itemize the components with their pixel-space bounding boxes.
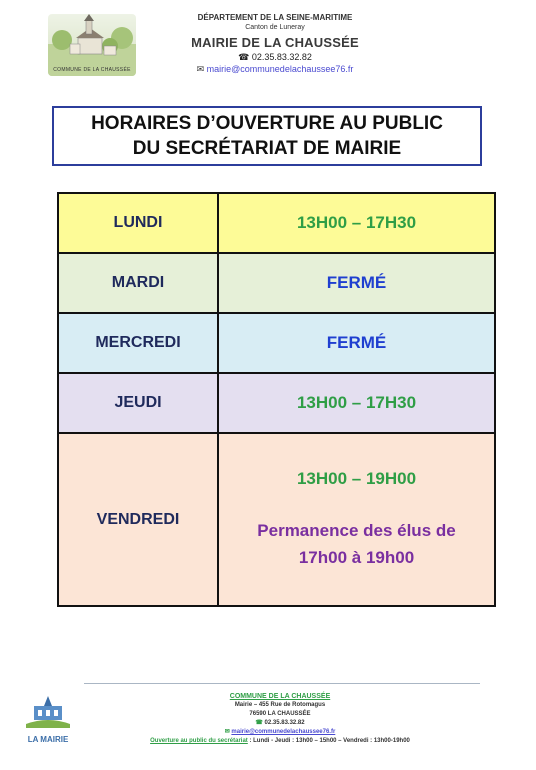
commune-logo [48, 14, 136, 76]
day-cell: VENDREDI [58, 433, 218, 606]
table-row-monday [58, 193, 495, 253]
canton-name: Canton de Luneray [245, 24, 305, 31]
elected-officials-note [220, 517, 493, 571]
header-phone-number: 02.35.83.32.82 [251, 52, 312, 62]
title-line-1: HORAIRES D’OUVERTURE AU PUBLIC [91, 113, 443, 134]
hours-cell: FERMÉ [218, 313, 495, 373]
department-name: DÉPARTEMENT DE LA SEINE-MARITIME [197, 13, 353, 22]
hours-cell [218, 433, 495, 606]
footer-hours [100, 737, 460, 746]
table-row-friday [58, 433, 495, 606]
letterhead [140, 13, 410, 76]
hours-cell: 13H00 – 17H30 [218, 373, 495, 433]
title-line-2: DU SECRÉTARIAT DE MAIRIE [132, 138, 402, 159]
footer-commune: COMMUNE DE LA CHAUSSÉE [229, 693, 331, 700]
footer-logo-label: LA MAIRIE [27, 735, 69, 744]
footer-logo [22, 694, 74, 744]
phone-icon: ☎ [238, 52, 252, 62]
footer [100, 692, 460, 746]
footer-hours-label: Ouverture au public du secrétariat [150, 738, 248, 744]
phone-icon: ☎ [255, 720, 265, 726]
envelope-icon: ✉ [196, 64, 207, 74]
header-phone [140, 51, 410, 63]
friday-hours: 13H00 – 19H00 [296, 468, 417, 488]
footer-email [100, 728, 460, 737]
page-title [52, 106, 482, 166]
footer-phone [100, 719, 460, 728]
table-row-tuesday [58, 253, 495, 313]
footer-address-2: 76590 LA CHAUSSÉE [249, 711, 311, 717]
opening-hours-table [57, 192, 496, 607]
town-hall-icon [22, 694, 74, 734]
envelope-icon: ✉ [224, 729, 232, 735]
note-line-1: Permanence des élus de [257, 520, 456, 540]
day-cell: MERCREDI [58, 313, 218, 373]
hours-cell: 13H00 – 17H30 [218, 193, 495, 253]
footer-hours-text: : Lundi - Jeudi : 13h00 – 15h00 – Vendredi : 13h00-19h00 [247, 738, 410, 744]
footer-address-1: Mairie – 455 Rue de Rotomagus [234, 702, 326, 708]
day-cell: MARDI [58, 253, 218, 313]
hours-cell: FERMÉ [218, 253, 495, 313]
footer-email-link[interactable]: mairie@communedelachaussee76.fr [231, 729, 336, 735]
footer-phone-number: 02.35.83.32.82 [264, 720, 305, 726]
day-cell: LUNDI [58, 193, 218, 253]
header-email [140, 63, 410, 76]
table-row-thursday [58, 373, 495, 433]
logo-caption: COMMUNE DE LA CHAUSSÉE [53, 67, 131, 73]
footer-divider [84, 683, 480, 684]
note-line-2: 17h00 à 19h00 [298, 547, 415, 567]
table-row-wednesday [58, 313, 495, 373]
header-email-link[interactable]: mairie@communedelachaussee76.fr [206, 64, 354, 74]
day-cell: JEUDI [58, 373, 218, 433]
mairie-name: MAIRIE DE LA CHAUSSÉE [191, 35, 359, 50]
